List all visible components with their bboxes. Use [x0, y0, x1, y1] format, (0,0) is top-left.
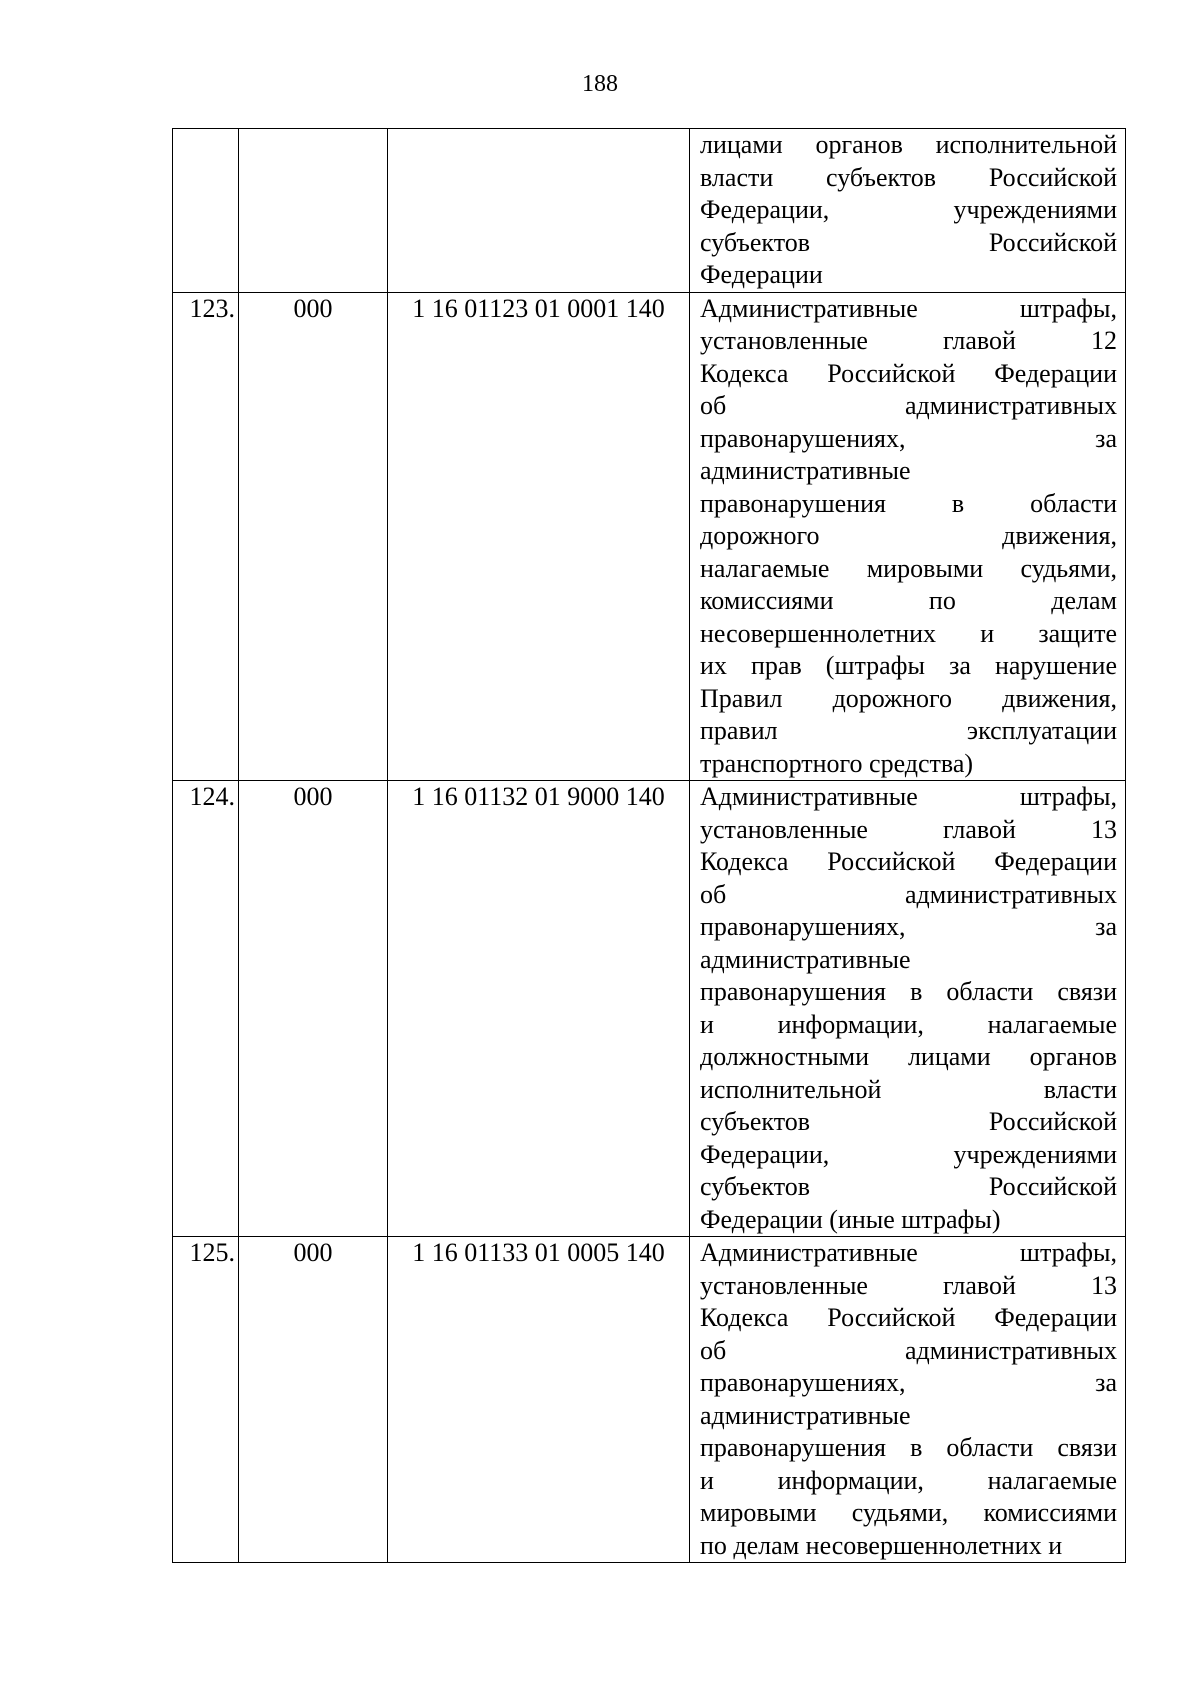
- revenue-description: [690, 292, 1126, 781]
- table-row: [173, 129, 1126, 293]
- description-line: Федерации, учреждениями: [700, 1139, 1117, 1169]
- description-line: должностными лицами органов: [700, 1042, 1117, 1071]
- description-line: и информации, налагаемые: [700, 1009, 1117, 1039]
- description-line: их прав (штрафы за нарушение: [700, 651, 1117, 680]
- description-line: правонарушениях, за: [700, 1368, 1117, 1397]
- description-line: Кодекса Российской Федерации: [700, 1303, 1117, 1332]
- description-line: субъектов Российской: [700, 1172, 1117, 1201]
- description-line: по делам несовершеннолетних и: [700, 1530, 1063, 1560]
- description-line: правил эксплуатации: [700, 716, 1117, 745]
- description-line: установленные главой 12: [700, 326, 1117, 355]
- description-line: субъектов Российской: [700, 227, 1117, 257]
- row-number: 125.: [173, 1237, 239, 1563]
- description-line: Федерации (иные штрафы): [700, 1204, 1001, 1234]
- row-number: 123.: [173, 292, 239, 781]
- budget-classification-code: [388, 129, 690, 293]
- description-line: Административные штрафы,: [700, 293, 1117, 323]
- description-line: об административных: [700, 1335, 1117, 1365]
- budget-classification-code: 1 16 01123 01 0001 140: [388, 292, 690, 781]
- budget-classification-code: 1 16 01132 01 9000 140: [388, 781, 690, 1237]
- row-number: [173, 129, 239, 293]
- table-row: [173, 1237, 1126, 1563]
- description-line: правонарушения в области связи: [700, 977, 1117, 1006]
- revenue-description: [690, 129, 1126, 293]
- description-line: Федерации, учреждениями: [700, 195, 1117, 224]
- description-line: правонарушения в области: [700, 488, 1117, 518]
- description-line: Кодекса Российской Федерации: [700, 358, 1117, 388]
- description-line: власти субъектов Российской: [700, 162, 1117, 192]
- description-line: лицами органов исполнительной: [700, 130, 1117, 159]
- table-body: [173, 129, 1126, 1563]
- description-line: об административных: [700, 879, 1117, 909]
- description-line: комиссиями по делам: [700, 586, 1117, 615]
- description-line: административные: [700, 944, 911, 974]
- description-line: установленные главой 13: [700, 1270, 1117, 1300]
- description-line: субъектов Российской: [700, 1107, 1117, 1136]
- description-line: Административные штрафы,: [700, 782, 1117, 811]
- budget-classification-code: 1 16 01133 01 0005 140: [388, 1237, 690, 1563]
- description-line: дорожного движения,: [700, 521, 1117, 550]
- description-line: несовершеннолетних и защите: [700, 618, 1117, 648]
- description-line: налагаемые мировыми судьями,: [700, 553, 1117, 583]
- budget-code-table: [172, 128, 1126, 1563]
- revenue-description: [690, 1237, 1126, 1563]
- description-line: исполнительной власти: [700, 1074, 1117, 1104]
- revenue-description: [690, 781, 1126, 1237]
- description-line: установленные главой 13: [700, 814, 1117, 844]
- admin-code: [239, 129, 388, 293]
- description-line: Кодекса Российской Федерации: [700, 847, 1117, 876]
- admin-code: 000: [239, 292, 388, 781]
- description-line: правонарушения в области связи: [700, 1433, 1117, 1462]
- description-line: административные: [700, 456, 911, 485]
- description-line: административные: [700, 1400, 911, 1430]
- description-line: и информации, налагаемые: [700, 1465, 1117, 1495]
- description-line: транспортного средства): [700, 748, 974, 778]
- description-line: правонарушениях, за: [700, 912, 1117, 941]
- page-number: 188: [582, 71, 618, 97]
- description-line: мировыми судьями, комиссиями: [700, 1498, 1117, 1527]
- admin-code: 000: [239, 781, 388, 1237]
- table-row: [173, 292, 1126, 781]
- description-line: Правил дорожного движения,: [700, 683, 1117, 713]
- description-line: Административные штрафы,: [700, 1238, 1117, 1267]
- table-row: [173, 781, 1126, 1237]
- description-line: правонарушениях, за: [700, 423, 1117, 453]
- description-line: об административных: [700, 391, 1117, 420]
- admin-code: 000: [239, 1237, 388, 1563]
- description-line: Федерации: [700, 260, 823, 289]
- row-number: 124.: [173, 781, 239, 1237]
